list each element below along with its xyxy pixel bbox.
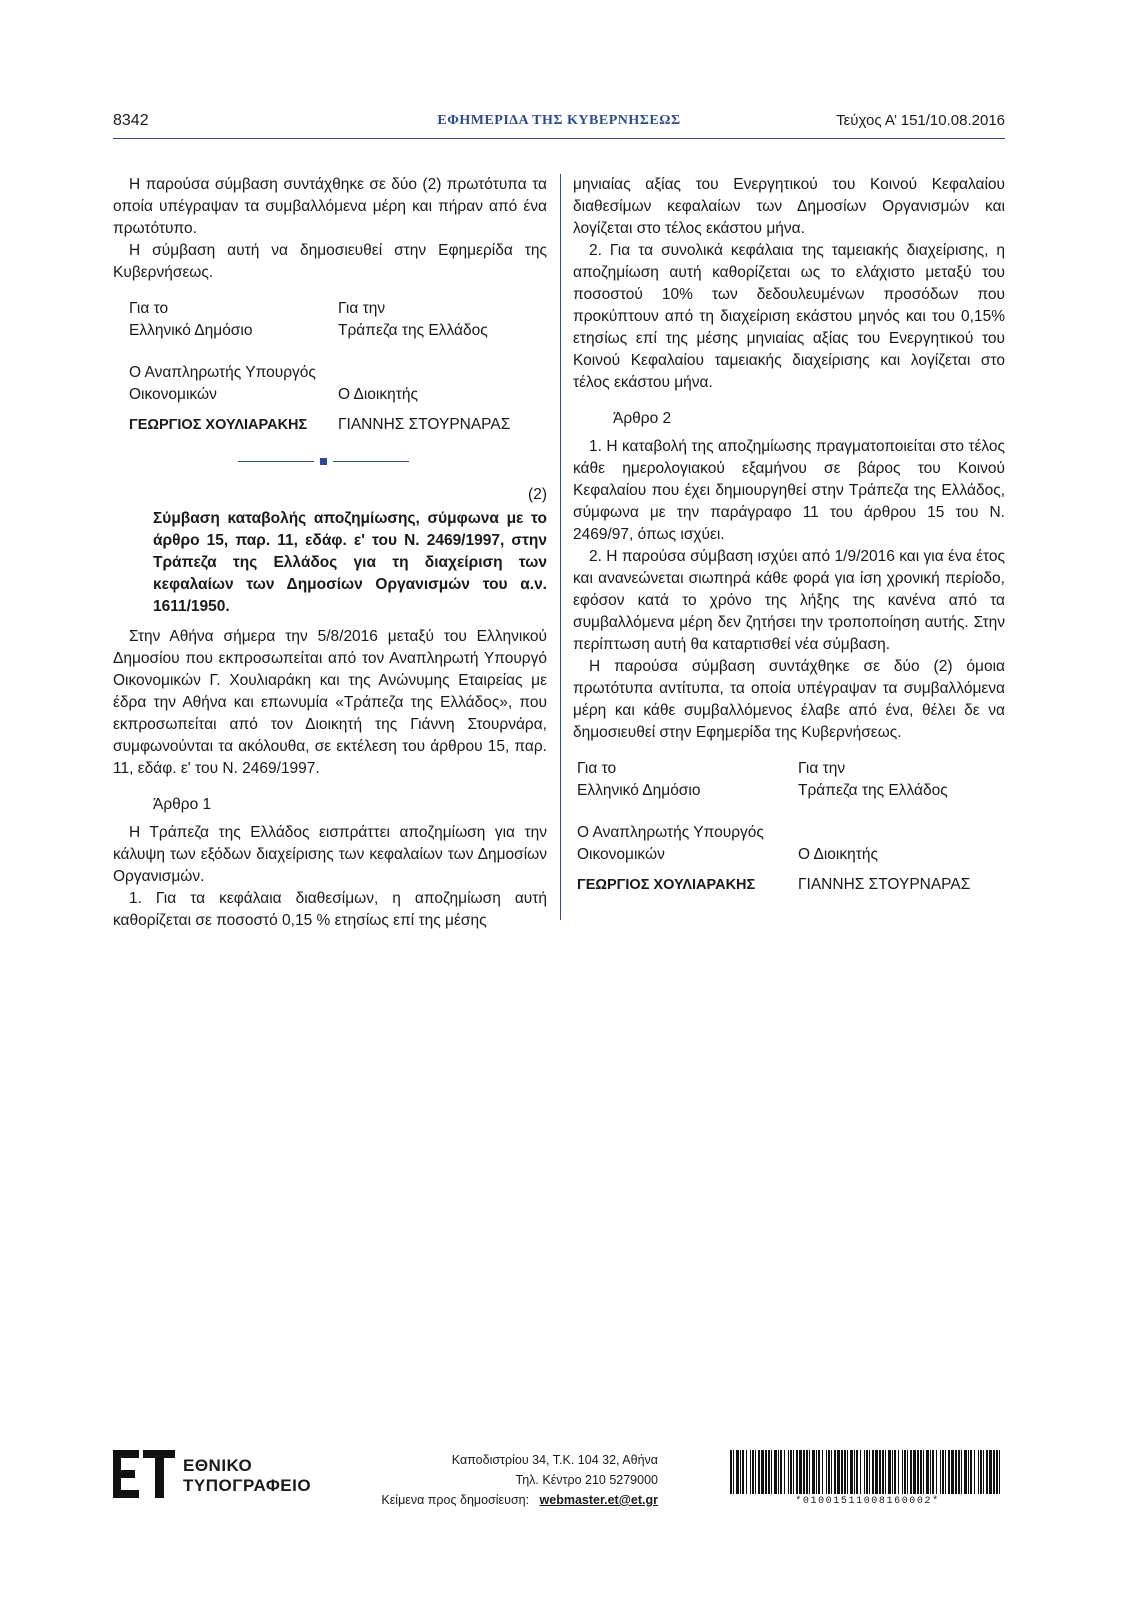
barcode-bar [913,1450,916,1494]
email-link[interactable]: webmaster.et@et.gr [539,1493,658,1507]
barcode-bar [758,1450,760,1494]
continued-paragraph: μηνιαίας αξίας του Ενεργητικού του Κοινού Κεφαλαίου διαθεσίμων κεφαλαίων των Δημοσίων Οργανισμών και λογίζεται στο τέλος εκάστου μήνα. [573,176,1005,237]
submissions-label: Κείμενα προς δημοσίευση: [381,1493,530,1507]
et-logo-icon [113,1450,175,1498]
sig2-right-name: ΓΙΑΝΝΗΣ ΣΤΟΥΡΝΑΡΑΣ [798,876,971,893]
decision-title: Σύμβαση καταβολής αποζημίωσης, σύμφωνα με το άρθρο 15, παρ. 11, εδάφ. ε' του Ν. 2469/1997, στην Τράπεζα της Ελλάδος για τη διαχείριση των κεφαλαίων των Δημοσίων Οργανισμών του α.ν. 1611/1950. [153,510,547,615]
barcode-bar [955,1450,957,1494]
barcode-bar [847,1450,848,1494]
barcode-bar [828,1450,830,1494]
barcode-bar [850,1450,853,1494]
article-2-clause-1: 1. Η καταβολή της αποζημίωσης πραγματοποιείται στο τέλος κάθε ημερολογιακού εξαμήνου σε βάρος του Κοινού Κεφαλαίου που έχει δημιουργηθεί στην Τράπεζα της Ελλάδος, σύμφωνα με την παράγραφο 11 του άρθρου 15 του Ν. 2469/97, όπως ισχύει. [573,438,1005,543]
barcode-bar [812,1450,815,1494]
barcode-bar [974,1450,975,1494]
barcode-bar [898,1450,899,1494]
sig-right-for: Για την [338,300,386,317]
barcode-bar [822,1450,823,1494]
section-separator [113,450,547,474]
signature-block [113,298,547,436]
barcode-bar [875,1450,878,1494]
barcode-bar [780,1450,782,1494]
article-1-paragraph: Η Τράπεζα της Ελλάδος εισπράττει αποζημίωση για την κάλυψη των εξόδων διαχείρισης των κεφαλαίων των Δημοσίων Οργανισμών. [113,824,547,885]
barcode-bar [778,1450,779,1494]
barcode-number: *01001511008160002* [795,1496,940,1507]
sig2-right-role: Ο Διοικητής [798,846,878,863]
barcode-bar [882,1450,884,1494]
barcode-bar [926,1450,929,1494]
barcode-bar [980,1450,982,1494]
sig2-left-role-2: Οικονομικών [577,846,665,863]
article-2-closing: Η παρούσα σύμβαση συντάχθηκε σε δύο (2) όμοια πρωτότυπα αντίτυπα, τα οποία υπέγραψαν τα συμβαλλόμενα μέρη και κάθε συμβαλλόμενος έλαβε από ένα, θέλει δε να δημοσιευθεί στην Εφημερίδα της Κυβερνήσεως. [573,658,1005,741]
barcode-bar [816,1450,817,1494]
barcode-bar [910,1450,912,1494]
barcode-bars [730,1450,1005,1494]
barcode-bar [904,1450,906,1494]
barcode-bar [752,1450,754,1494]
barcode-bar [818,1450,820,1494]
issue-info: Τεύχος Α’ 151/10.08.2016 [836,112,1005,129]
barcode-bar [920,1450,922,1494]
barcode-bar [940,1450,941,1494]
barcode-bar [961,1450,962,1494]
barcode-bar [970,1450,972,1494]
barcode-bar [834,1450,836,1494]
barcode-bar [942,1450,944,1494]
barcode-bar [774,1450,777,1494]
sig2-right-entity: Τράπεζα της Ελλάδος [798,782,948,799]
barcode-bar [885,1450,886,1494]
sig-right-role: Ο Διοικητής [338,386,418,403]
article-1-heading: Άρθρο 1 [153,796,212,813]
barcode-bar [986,1450,988,1494]
barcode-bar [796,1450,798,1494]
signature-block-2 [573,758,1005,896]
sig2-right-for: Για την [798,760,846,777]
phone: Τηλ. Κέντρο 210 5279000 [515,1473,658,1487]
barcode-bar [809,1450,810,1494]
sig-left-entity: Ελληνικό Δημόσιο [129,322,253,339]
barcode-bar [736,1450,739,1494]
barcode [730,1450,1005,1508]
header-rule [113,138,1005,139]
left-column [113,174,547,932]
barcode-bar [872,1450,874,1494]
barcode-bar [740,1450,741,1494]
barcode-bar [793,1450,794,1494]
barcode-bar [784,1450,785,1494]
barcode-bar [864,1450,865,1494]
sig-left-role-2: Οικονομικών [129,386,217,403]
logo-line-1: ΕΘΝΙΚΟ [183,1456,253,1475]
barcode-bar [932,1450,934,1494]
barcode-bar [888,1450,891,1494]
barcode-bar [844,1450,846,1494]
sig-right-name: ΓΙΑΝΝΗΣ ΣΤΟΥΡΝΑΡΑΣ [338,416,511,433]
address: Καποδιστρίου 34, Τ.Κ. 104 32, Αθήνα [451,1453,658,1467]
barcode-bar [902,1450,903,1494]
barcode-bar [989,1450,992,1494]
barcode-bar [958,1450,960,1494]
barcode-bar [790,1450,792,1494]
page-header [113,112,1005,136]
barcode-bar [869,1450,870,1494]
barcode-bar [831,1450,832,1494]
barcode-bar [788,1450,789,1494]
contact-info [381,1450,658,1510]
barcode-bar [968,1450,969,1494]
article-1-clause-2: 2. Για τα συνολικά κεφάλαια της ταμειακής διαχείρισης, η αποζημίωση αυτή καθορίζεται ως το ελάχιστο μεταξύ του ποσοστού 10% των δεδουλευμένων προσόδων που προκύπτουν από τη διαχείριση εκάστου μηνός και του 0,15% ετησίως επί της μέσης μηνιαίας αξίας του Ενεργητικού του Κοινού Κεφαλαίου ταμειακής διαχείρισης και λογίζεται στο τέλος εκάστου μήνα. [573,242,1005,391]
barcode-bar [746,1450,747,1494]
barcode-bar [768,1450,770,1494]
barcode-bar [894,1450,896,1494]
barcode-bar [750,1450,751,1494]
barcode-bar [879,1450,881,1494]
submissions-line [381,1490,658,1510]
barcode-bar [930,1450,931,1494]
barcode-bar [936,1450,937,1494]
barcode-bar [803,1450,805,1494]
barcode-bar [923,1450,924,1494]
sig-right-entity: Τράπεζα της Ελλάδος [338,322,488,339]
barcode-bar [978,1450,979,1494]
barcode-bar [799,1450,802,1494]
barcode-bar [945,1450,946,1494]
intro-paragraph: Η παρούσα σύμβαση συντάχθηκε σε δύο (2) πρωτότυπα τα οποία υπέγραψαν τα συμβαλλόμενα μέρη και πήραν από ένα πρωτότυπο. [113,176,547,237]
sig2-left-entity: Ελληνικό Δημόσιο [577,782,701,799]
article-2-clause-2: 2. Η παρούσα σύμβαση ισχύει από 1/9/2016 και για ένα έτος και ανανεώνεται σιωπηρά κάθε φορά για ίση χρονική περίοδο, εφόσον κατά το χρόνο της λήξης της κανένα από τα συμβαλλόμενα μέρη δεν ζητήσει την τροποποίηση αυτής. Στην περίπτωση αυτή θα καταρτισθεί νέα σύμβαση. [573,548,1005,653]
barcode-bar [866,1450,868,1494]
barcode-bar [983,1450,984,1494]
gazette-title: ΕΦΗΜΕΡΙΔΑ ΤΗΣ ΚΥΒΕΡΝΗΣΕΩΣ [437,113,681,128]
logo-line-2: ΤΥΠΟΓΡΑΦΕΙΟ [183,1476,312,1495]
barcode-bar [860,1450,861,1494]
barcode-bar [806,1450,808,1494]
column-divider [560,174,561,920]
barcode-bar [856,1450,858,1494]
sig2-left-name: ΓΕΩΡΓΙΟΣ ΧΟΥΛΙΑΡΑΚΗΣ [577,877,756,893]
barcode-bar [742,1450,744,1494]
publication-paragraph: Η σύμβαση αυτή να δημοσιευθεί στην Εφημερίδα της Κυβερνήσεως. [113,242,547,281]
barcode-bar [755,1450,756,1494]
barcode-bar [765,1450,767,1494]
decision-number: (2) [528,486,547,503]
sig2-left-role: Ο Αναπληρωτής Υπουργός [577,824,764,841]
logo-text [183,1456,311,1496]
barcode-bar [917,1450,919,1494]
barcode-bar [951,1450,954,1494]
barcode-bar [761,1450,764,1494]
barcode-bar [948,1450,950,1494]
barcode-bar [993,1450,995,1494]
barcode-bar [854,1450,855,1494]
article-2-heading: Άρθρο 2 [613,410,672,427]
national-printing-office-logo [113,1450,323,1500]
barcode-bar [841,1450,843,1494]
barcode-bar [733,1450,734,1494]
article-1-clause-1: 1. Για τα κεφάλαια διαθεσίμων, η αποζημίωση αυτή καθορίζεται σε ποσοστό 0,15 % ετησίως επί της μέσης [113,890,547,929]
barcode-bar [771,1450,772,1494]
barcode-bar [964,1450,967,1494]
barcode-bar [907,1450,908,1494]
barcode-bar [996,1450,998,1494]
sig2-left-for: Για το [577,760,617,777]
sig-left-for: Για το [129,300,169,317]
page-footer [113,1450,1005,1510]
barcode-bar [826,1450,827,1494]
barcode-bar [837,1450,840,1494]
right-column [573,174,1005,896]
barcode-bar [730,1450,732,1494]
preamble-paragraph: Στην Αθήνα σήμερα την 5/8/2016 μεταξύ του Ελληνικού Δημοσίου που εκπροσωπείται από τον Αναπληρωτή Υπουργό Οικονομικών Γ. Χουλιαράκη και της Ανώνυμης Εταιρείας με έδρα την Αθήνα και επωνυμία «Τράπεζα της Ελλάδος», που εκπροσωπείται από τον Διοικητή της Γιάννη Στουρνάρα, συμφωνούνται τα ακόλουθα, σε εκτέλεση του άρθρου 15, παρ. 11, εδάφ. ε' του Ν. 2469/1997. [113,628,547,777]
barcode-bar [892,1450,893,1494]
barcode-bar [999,1450,1000,1494]
page-number: 8342 [113,112,149,129]
sig-left-name: ΓΕΩΡΓΙΟΣ ΧΟΥΛΙΑΡΑΚΗΣ [129,417,308,433]
sig-left-role: Ο Αναπληρωτής Υπουργός [129,364,316,381]
